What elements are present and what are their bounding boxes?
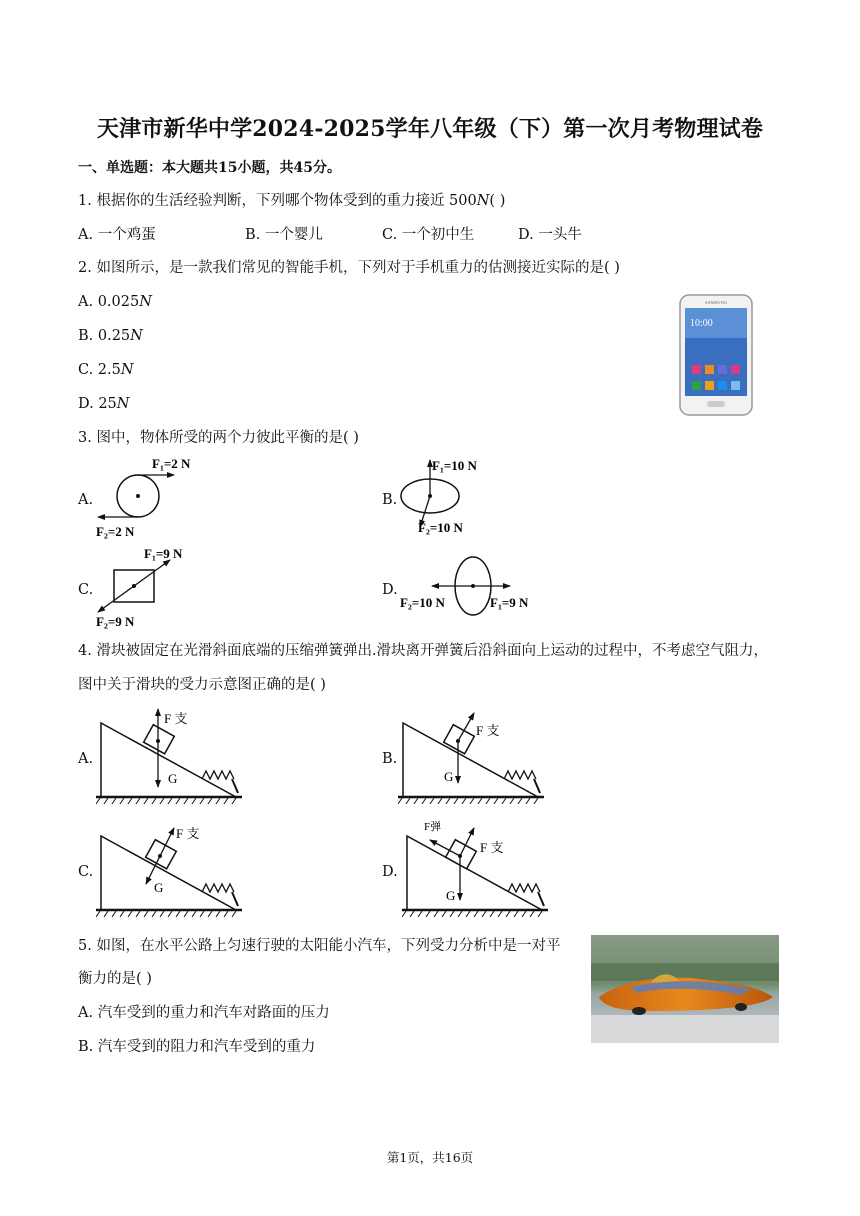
q5-stem-line1: 5. 如图，在水平公路上匀速行驶的太阳能小汽车，下列受力分析中是一对平: [78, 938, 561, 954]
q4c-support-label: F 支: [176, 826, 200, 841]
solar-car-photo: [591, 935, 779, 1043]
q2-option-a-label: A. 0.025: [78, 294, 140, 310]
q3-figure-b: [396, 452, 506, 544]
q3-figure-d: [398, 552, 544, 624]
q4-stem-line1: 4. 滑块被固定在光滑斜面底端的压缩弹簧弹出.滑块离开弹簧后沿斜面向上运动的过程中，不考虑空气阻力，: [78, 643, 769, 659]
q4-figure-c: [96, 816, 246, 920]
phone-clock: 10:00: [690, 318, 713, 329]
q1-stem-unit: N: [476, 193, 490, 209]
q3d-f1-label: F₁=9 N: [490, 595, 529, 610]
q4c-gravity-label: G: [154, 880, 164, 895]
q2-option-c-label: C. 2.5: [78, 362, 121, 378]
q2-stem: 2. 如图所示，是一款我们常见的智能手机，下列对于手机重力的估测接近实际的是( ): [78, 260, 620, 276]
q2-option-c-unit: N: [120, 362, 134, 378]
q1-stem-text: 1. 根据你的生活经验判断，下列哪个物体受到的重力接近 500: [78, 193, 477, 209]
q4d-gravity-label: G: [446, 888, 456, 903]
q3-option-b-label: B.: [382, 492, 398, 508]
q5-option-a: A. 汽车受到的重力和汽车对路面的压力: [78, 1005, 330, 1021]
q2-option-d-label: D. 25: [78, 396, 117, 412]
exam-title: 天津市新华中学2024-2025学年八年级（下）第一次月考物理试卷: [96, 116, 764, 142]
q4d-support-label: F 支: [480, 840, 504, 855]
q4-figure-d: [402, 816, 552, 920]
q2-option-a: [78, 292, 152, 312]
q1-stem: [78, 191, 505, 211]
q4-stem-line2: 图中关于滑块的受力示意图正确的是( ): [78, 677, 326, 693]
q3d-f2-label: F₂=10 N: [400, 595, 445, 610]
q3b-f2-label: F₂=10 N: [418, 520, 463, 535]
q2-option-a-unit: N: [139, 294, 152, 310]
q5-stem-line2: 衡力的是( ): [78, 971, 152, 987]
q2-option-b-unit: N: [130, 328, 143, 344]
q3-option-a-label: A.: [78, 492, 94, 508]
q1-option-a: A. 一个鸡蛋: [78, 227, 156, 243]
q4-figure-b: [398, 703, 548, 807]
q1-option-c: C. 一个初中生: [382, 227, 475, 243]
q2-option-b: [78, 326, 143, 346]
smartphone-image: [678, 293, 754, 417]
q2-option-d: [78, 394, 129, 414]
q4-option-b-label: B.: [382, 751, 398, 767]
q3-option-d-label: D.: [382, 582, 398, 598]
q4b-gravity-label: G: [444, 769, 454, 784]
q2-option-b-label: B. 0.25: [78, 328, 131, 344]
q4-option-a-label: A.: [78, 751, 94, 767]
q2-option-d-unit: N: [116, 396, 130, 412]
q4d-spring-force-label: F弹: [424, 821, 442, 833]
q4a-gravity-label: G: [168, 771, 178, 786]
q4-option-c-label: C.: [78, 864, 94, 880]
q3-figure-c: [94, 544, 206, 630]
phone-brand: SAMSUNG: [704, 300, 728, 305]
q1-option-b: B. 一个婴儿: [245, 227, 323, 243]
q4b-support-label: F 支: [476, 723, 500, 738]
q5-option-b: B. 汽车受到的阻力和汽车受到的重力: [78, 1039, 316, 1055]
q4a-support-label: F 支: [164, 711, 188, 726]
q2-option-c: [78, 360, 134, 380]
q3-option-c-label: C.: [78, 582, 94, 598]
q3b-f1-label: F₁=10 N: [432, 458, 477, 473]
q1-option-d: D. 一头牛: [518, 227, 582, 243]
q3-stem: 3. 图中，物体所受的两个力彼此平衡的是( ): [78, 430, 359, 446]
q3c-f1-label: F₁=9 N: [144, 546, 183, 561]
page-footer: 第1页，共16页: [386, 1150, 474, 1165]
q1-stem-paren: ( ): [489, 193, 506, 209]
q4-option-d-label: D.: [382, 864, 398, 880]
q3a-f1-label: F₁=2 N: [152, 456, 191, 471]
q3c-f2-label: F₂=9 N: [96, 614, 135, 629]
section-heading: 一、单选题：本大题共15小题，共45分。: [78, 160, 341, 176]
q4-figure-a: [96, 703, 246, 807]
q3a-f2-label: F₂=2 N: [96, 524, 135, 539]
q3-figure-a: [94, 452, 204, 544]
